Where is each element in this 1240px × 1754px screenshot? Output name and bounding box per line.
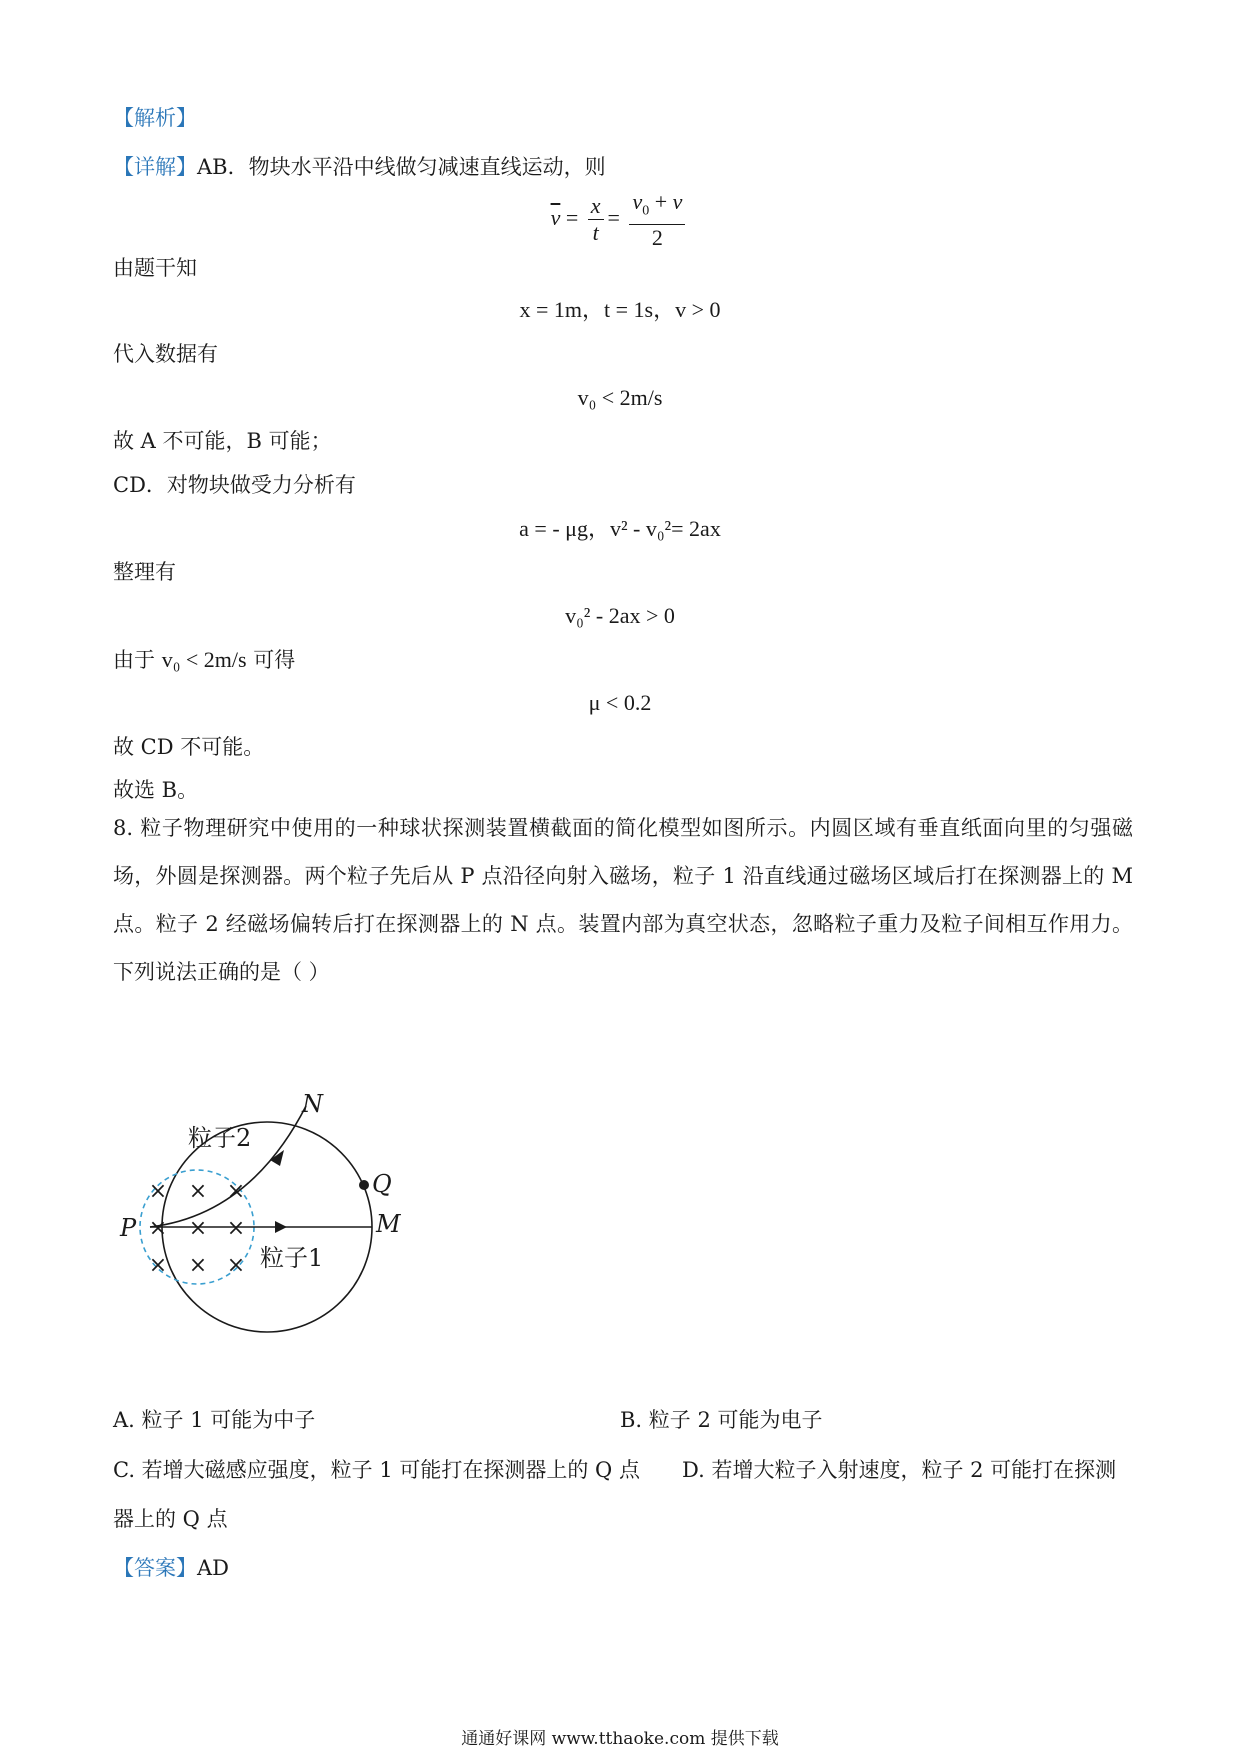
label-m: M (376, 1210, 401, 1238)
equation-2: x = 1m，t = 1s，v > 0 (519, 297, 721, 322)
field-mark: × (148, 1253, 168, 1278)
text-line-5: 整理有 (113, 560, 176, 584)
text-line-7: 故 CD 不可能。 (113, 735, 265, 759)
detector-figure (110, 1090, 440, 1350)
option-d-continued: 器上的 Q 点 (113, 1507, 228, 1531)
field-mark: × (148, 1179, 168, 1204)
label-particle-1: 粒子1 (260, 1244, 324, 1272)
label-n: N (302, 1090, 323, 1118)
field-mark: × (226, 1253, 246, 1278)
detail-intro: AB．物块水平沿中线做匀减速直线运动，则 (197, 155, 606, 179)
equation-average-velocity: $\overline{v}$ = $\frac{x}{t}$ = $\frac{v_0 + v}{2}$ (0, 188, 1240, 251)
detail-tag: 【详解】 (113, 155, 197, 179)
option-c: C. 若增大磁感应强度，粒子 1 可能打在探测器上的 Q 点 (113, 1458, 640, 1482)
particle-1-arrow (275, 1221, 287, 1233)
answer-value: AD (197, 1556, 230, 1580)
label-p: P (120, 1214, 137, 1242)
field-mark: × (226, 1216, 246, 1241)
question-8-text: 8. 粒子物理研究中使用的一种球状探测装置横截面的简化模型如图所示。内圆区域有垂直纸面向里的匀强磁场，外圆是探测器。两个粒子先后从 P 点沿径向射入磁场，粒子 1 沿直线通过磁场区域后打在探测器上的 M 点。粒子 2 经磁场偏转后打在探测器上的 N 点。装置内部为真空状态，忽略粒子重力及粒子间相互作用力。下列说法正确的是（ ） (113, 816, 1133, 984)
field-mark: × (226, 1179, 246, 1204)
label-q: Q (372, 1170, 392, 1198)
inline-equation: v₀ < 2m/s (161, 647, 247, 672)
option-b: B. 粒子 2 可能为电子 (620, 1408, 823, 1432)
page-footer: 通通好课网 www.tthaoke.com 提供下载 (461, 1729, 779, 1749)
field-mark: × (188, 1179, 208, 1204)
text-line-1: 由题干知 (113, 256, 197, 280)
equation-7: μ < 0.2 (588, 690, 652, 715)
field-mark: × (188, 1253, 208, 1278)
analysis-tag: 【解析】 (113, 106, 197, 130)
text-line-2: 代入数据有 (113, 342, 218, 366)
field-mark: × (148, 1216, 168, 1241)
option-d: D. 若增大粒子入射速度，粒子 2 可能打在探测 (682, 1458, 1117, 1482)
answer-line (113, 1553, 229, 1583)
field-mark: × (188, 1216, 208, 1241)
text-line-4: CD．对物块做受力分析有 (113, 473, 356, 497)
answer-tag: 【答案】 (113, 1556, 197, 1580)
detail-line (113, 152, 606, 182)
equation-4: a = - μg，v² - v₀²= 2ax (519, 516, 721, 541)
text-line-3: 故 A 不可能，B 可能； (113, 429, 332, 453)
text-line-6: 由于 v₀ < 2m/s 可得 (113, 647, 296, 672)
point-q-dot (359, 1180, 369, 1190)
text-line-8: 故选 B。 (113, 778, 199, 802)
option-a: A. 粒子 1 可能为中子 (113, 1408, 316, 1432)
label-particle-2: 粒子2 (188, 1124, 252, 1152)
equation-3: v₀ < 2m/s (577, 385, 663, 410)
equation-5: v₀² - 2ax > 0 (565, 603, 675, 628)
